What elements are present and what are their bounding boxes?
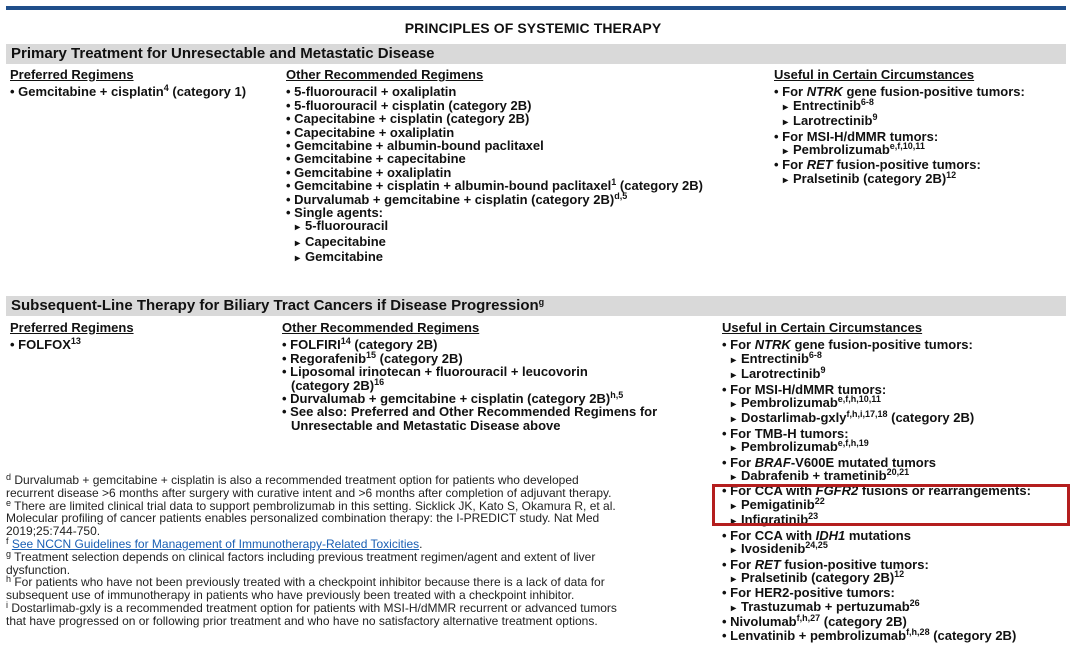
- ret-item: • For RET fusion-positive tumors:: [774, 157, 981, 173]
- see-also-item: • See also: Preferred and Other Recommended Regimens for: [282, 404, 658, 420]
- drug-item: ▸ Entrectinib$^{6-8}$: [722, 352, 1031, 367]
- braf-item: • For BRAF-V600E mutated tumors: [722, 454, 937, 470]
- drug-item: ▸ Dabrafenib + trametinib$^{20,21}$: [722, 469, 1031, 484]
- drug-item: ▸ Pembrolizumab$^{e,f,h,10,11}$: [722, 396, 1031, 411]
- useful-circumstances-header: Useful in Certain Circumstances: [774, 67, 975, 82]
- page-title: PRINCIPLES OF SYSTEMIC THERAPY: [404, 20, 662, 36]
- preferred-regimens-header: Preferred Regimens: [10, 320, 134, 335]
- msi-item: • For MSI-H/dMMR tumors:: [774, 128, 939, 144]
- other-regimens-column-2: [282, 321, 657, 432]
- regimen-item: • Durvalumab + gemcitabine + cisplatin (category 2B)$^{h,5}$: [282, 390, 624, 407]
- lenvatinib-item: • Lenvatinib + pembrolizumab$^{f,h,28}$ (category 2B): [722, 626, 1017, 643]
- single-agent-item: ▸ Capecitabine: [286, 235, 703, 250]
- other-regimens-header: Other Recommended Regimens: [286, 67, 484, 82]
- footnote-g: $^g$ Treatment selection depends on clinical factors including previous treatment regimen/agent and extent of liver dysfunction.: [6, 548, 596, 577]
- useful-circumstances-column-2: [722, 321, 1031, 642]
- top-rule: [6, 6, 1066, 10]
- regimen-item: • Liposomal irinotecan + fluorouracil + leucovorin: [282, 364, 588, 380]
- drug-item: ▸ Pembrolizumab$^{e,f,h,19}$: [722, 440, 1031, 455]
- drug-item: ▸ Entrectinib$^{6-8}$: [774, 99, 1025, 114]
- drug-item: ▸ Pembrolizumab$^{e,f,10,11}$: [774, 143, 1025, 158]
- section-heading-subsequent: Subsequent-Line Therapy for Biliary Tract Cancers if Disease Progression$^g$: [6, 296, 1066, 316]
- idh1-item: • For CCA with IDH1 mutations: [722, 527, 911, 543]
- regimen-item: • FOLFOX$^{13}$: [10, 336, 81, 353]
- see-also-continued: Unresectable and Metastatic Disease above: [291, 417, 561, 433]
- regimen-item: • Gemcitabine + cisplatin + albumin-bound paclitaxel$^1$ (category 2B): [286, 177, 704, 194]
- regimen-item: • Capecitabine + cisplatin (category 2B): [286, 111, 530, 127]
- fgfr2-item: • For CCA with FGFR2 fusions or rearrangements:: [722, 483, 1031, 499]
- immunotherapy-toxicities-link[interactable]: See NCCN Guidelines for Management of Immunotherapy-Related Toxicities: [11, 536, 420, 551]
- useful-circumstances-header: Useful in Certain Circumstances: [722, 320, 923, 335]
- her2-item: • For HER2-positive tumors:: [722, 585, 895, 601]
- regimen-item: • Gemcitabine + cisplatin$^4$ (category 1): [10, 83, 247, 100]
- footnote-f: $^f$ See NCCN Guidelines for Management of Immunotherapy-Related Toxicities.: [6, 535, 423, 551]
- tmb-item: • For TMB-H tumors:: [722, 425, 849, 441]
- regimen-item: • Capecitabine + oxaliplatin: [286, 124, 455, 140]
- footnotes: [6, 474, 706, 628]
- preferred-regimens-header: Preferred Regimens: [10, 67, 134, 82]
- regimen-item: • 5-fluorouracil + oxaliplatin: [286, 84, 457, 100]
- other-regimens-header: Other Recommended Regimens: [282, 320, 480, 335]
- drug-item: ▸ Trastuzumab + pertuzumab$^{26}$: [722, 600, 1031, 615]
- drug-item: ▸ Pralsetinib (category 2B)$^{12}$: [722, 571, 1031, 586]
- footnote-i: $^i$ Dostarlimab-gxly is a recommended treatment option for patients with MSI-H/dMMR recurrent or advanced tumors that have progressed on or following prior treatment and who have no satisfactory alternative treatment options.: [6, 599, 617, 628]
- drug-item: ▸ Pralsetinib (category 2B)$^{12}$: [774, 172, 1025, 187]
- single-agent-item: ▸ 5-fluorouracil: [286, 219, 703, 234]
- regimen-item: • 5-fluorouracil + cisplatin (category 2B): [286, 97, 532, 113]
- ntrk-item: • For NTRK gene fusion-positive tumors:: [774, 84, 1025, 100]
- preferred-regimens-column-2: [10, 321, 134, 352]
- other-regimens-column: [286, 68, 703, 266]
- drug-item: ▸ Larotrectinib$^9$: [722, 367, 1031, 382]
- regimen-item-continued: (category 2B)$^{16}$: [291, 376, 385, 393]
- drug-item: ▸ Pemigatinib$^{22}$: [722, 498, 1031, 513]
- fgfr2-highlight-box: [712, 484, 1070, 526]
- regimen-item: • Gemcitabine + oxaliplatin: [286, 164, 452, 180]
- nivolumab-item: • Nivolumab$^{f,h,27}$ (category 2B): [722, 613, 907, 630]
- footnote-h: $^h$ For patients who have not been previously treated with a checkpoint inhibitor because there is a lack of data for subsequent use of immunotherapy in patients who have previously been treated with a checkpoint inhibitor.: [6, 574, 605, 603]
- regimen-item: • Gemcitabine + albumin-bound paclitaxel: [286, 138, 544, 154]
- drug-item: ▸ Dostarlimab-gxly$^{f,h,i,17,18}$ (category 2B): [722, 411, 1031, 426]
- footnote-e: $^e$ There are limited clinical trial data to support pembrolizumab in this setting. Sicklick JK, Kato S, Okamura R, et al. Molecular profiling of cancer patients enables personalized combination therapy: the I-PREDICT study. Nat Med 2019;25:744-750.: [6, 497, 616, 539]
- drug-item: ▸ Larotrectinib$^9$: [774, 114, 1025, 129]
- section-heading-text: Primary Treatment for Unresectable and Metastatic Disease: [11, 45, 435, 62]
- regimen-item: • Regorafenib$^{15}$ (category 2B): [282, 349, 463, 366]
- msi-item: • For MSI-H/dMMR tumors:: [722, 381, 887, 397]
- useful-circumstances-column: [774, 68, 1025, 187]
- drug-item: ▸ Infigratinib$^{23}$: [722, 513, 1031, 528]
- regimen-item: • FOLFIRI$^{14}$ (category 2B): [282, 336, 438, 353]
- section-heading-primary: [6, 44, 1066, 64]
- footnote-d: $^d$ Durvalumab + gemcitabine + cisplatin is also a recommended treatment option for patients who developed recurrent disease >6 months after surgery with curative intent and >6 months after completion of adjuvant therapy.: [6, 472, 612, 500]
- regimen-item: • Gemcitabine + capecitabine: [286, 151, 466, 167]
- single-agent-item: ▸ Gemcitabine: [286, 250, 703, 265]
- ntrk-item: • For NTRK gene fusion-positive tumors:: [722, 337, 973, 353]
- ret-item: • For RET fusion-positive tumors:: [722, 556, 929, 572]
- drug-item: ▸ Ivosidenib$^{24,25}$: [722, 542, 1031, 557]
- single-agents-label: • Single agents:: [286, 205, 384, 221]
- regimen-item: • Durvalumab + gemcitabine + cisplatin (category 2B)$^{d,5}$: [286, 190, 628, 207]
- preferred-regimens-column: [10, 68, 246, 99]
- section-heading-text: Subsequent-Line Therapy for Biliary Tract Cancers if Disease Progression: [11, 297, 539, 314]
